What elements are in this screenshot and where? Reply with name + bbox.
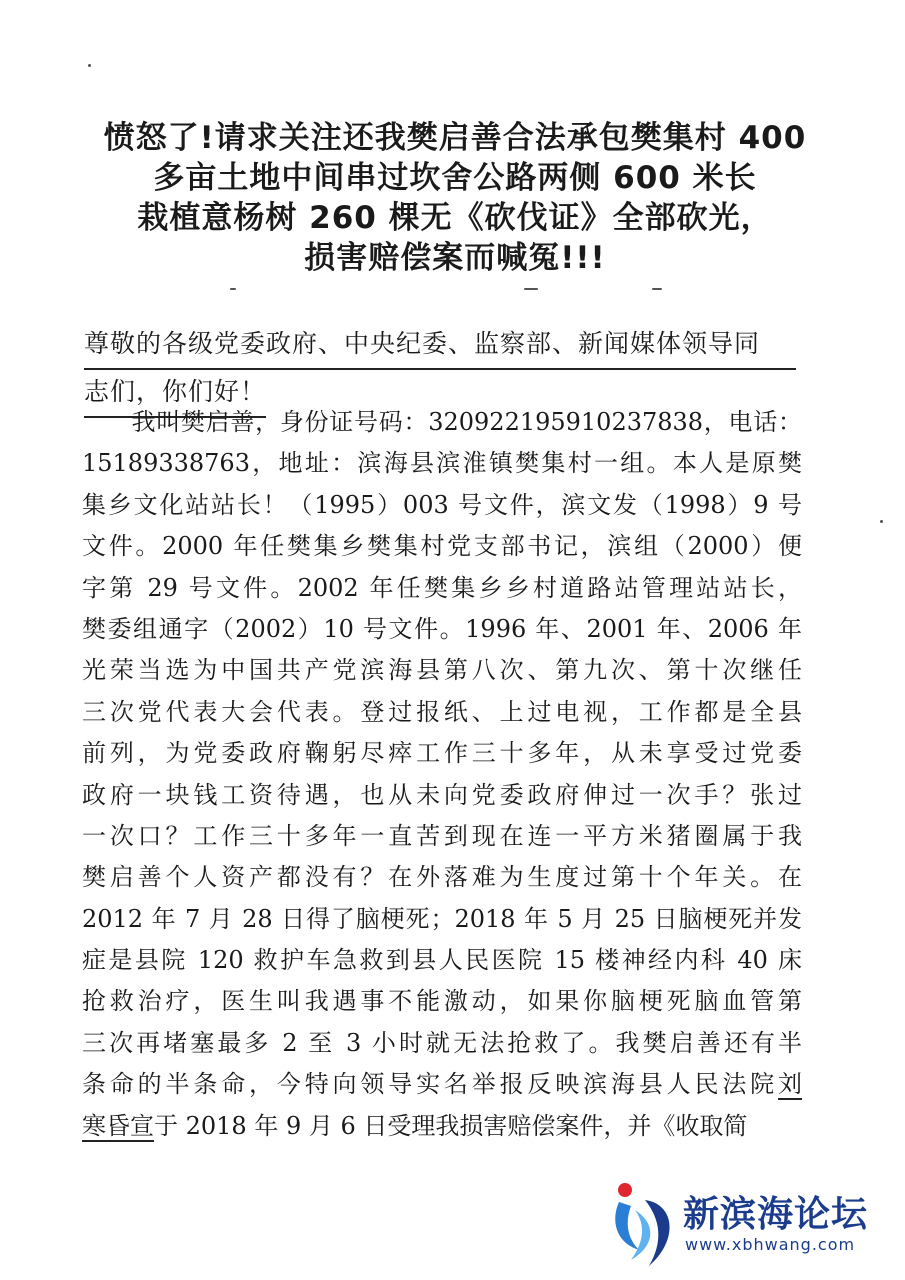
document-title — [60, 118, 850, 278]
body-line: 樊启善个人资产都没有？在外落难为生度过第十个年关。在 — [82, 863, 802, 892]
body-line: 政府一块钱工资待遇，也从未向党委政府伸过一次手？张过 — [82, 780, 802, 809]
watermark-site-name: 新滨海论坛 — [683, 1194, 869, 1235]
body-line: 樊委组通字（2002）10 号文件。1996 年、2001 年、2006 年 — [82, 614, 802, 643]
scan-speck — [880, 520, 883, 523]
scan-speck — [652, 288, 662, 290]
body-line: 文件。2000 年任樊集乡樊集村党支部书记，滨组（2000）便 — [82, 532, 802, 561]
body-line: 15189338763，地址：滨海县滨淮镇樊集村一组。本人是原樊 — [82, 449, 802, 478]
body-line: 三次党代表大会代表。登过报纸、上过电视，工作都是全县 — [82, 697, 802, 726]
body-line: 症是县院 120 救护车急救到县人民医院 15 楼神经内科 40 床 — [82, 946, 802, 975]
scan-speck — [88, 64, 91, 67]
body-line-with-name — [82, 1106, 802, 1147]
body-line: 我叫樊启善，身份证号码：320922195910237838，电话： — [82, 408, 802, 436]
body-line: 抢救治疗，医生叫我遇事不能激动，如果你脑梗死脑血管第 — [82, 987, 802, 1016]
title-line: 损害赔偿案而喊冤!!! — [304, 240, 606, 276]
title-line: 栽植意杨树 260 棵无《砍伐证》全部砍光， — [137, 200, 773, 236]
underlined-name-part: 刘 — [778, 1070, 802, 1099]
body-line: 三次再堵塞最多 2 至 3 小时就无法抢救了。我樊启善还有半 — [82, 1028, 802, 1057]
body-line: 一次口？工作三十多年一直苦到现在连一平方米猪圈属于我 — [82, 821, 802, 850]
body-line: 字第 29 号文件。2002 年任樊集乡乡村道路站管理站站长， — [82, 573, 802, 602]
watermark-url: www.xbhwang.com — [685, 1235, 856, 1254]
salutation-line: 尊敬的各级党委政府、中央纪委、监察部、新闻媒体领导同 — [84, 322, 796, 370]
body-line: 集乡文化站站长！（1995）003 号文件，滨文发（1998）9 号 — [82, 490, 802, 519]
letter-body — [82, 402, 802, 1147]
body-line: 2012 年 7 月 28 日得了脑梗死；2018 年 5 月 25 日脑梗死并发 — [82, 904, 802, 933]
title-line: 愤怒了!请求关注还我樊启善合法承包樊集村 400 — [103, 120, 807, 156]
body-line: 前列，为党委政府鞠躬尽瘁工作三十多年，从未享受过党委 — [82, 739, 802, 768]
underlined-name-part: 寒昏宣 — [82, 1111, 154, 1140]
body-line-with-name — [82, 1064, 802, 1105]
scan-speck — [230, 288, 236, 290]
salutation-line: 志们，你们好！ — [84, 370, 266, 418]
body-line: 光荣当选为中国共产党滨海县第八次、第九次、第十次继任 — [82, 656, 802, 685]
body-line-text: 条命的半条命，今特向领导实名举报反映滨海县人民法院 — [82, 1070, 778, 1099]
xbh-logo-icon — [605, 1180, 685, 1272]
scan-speck — [524, 288, 538, 290]
site-watermark — [605, 1180, 900, 1275]
body-line-text: 于 2018 年 9 月 6 日受理我损害赔偿案件，并《收取简 — [154, 1111, 748, 1140]
title-line: 多亩土地中间串过坎舍公路两侧 600 米长 — [153, 160, 757, 196]
